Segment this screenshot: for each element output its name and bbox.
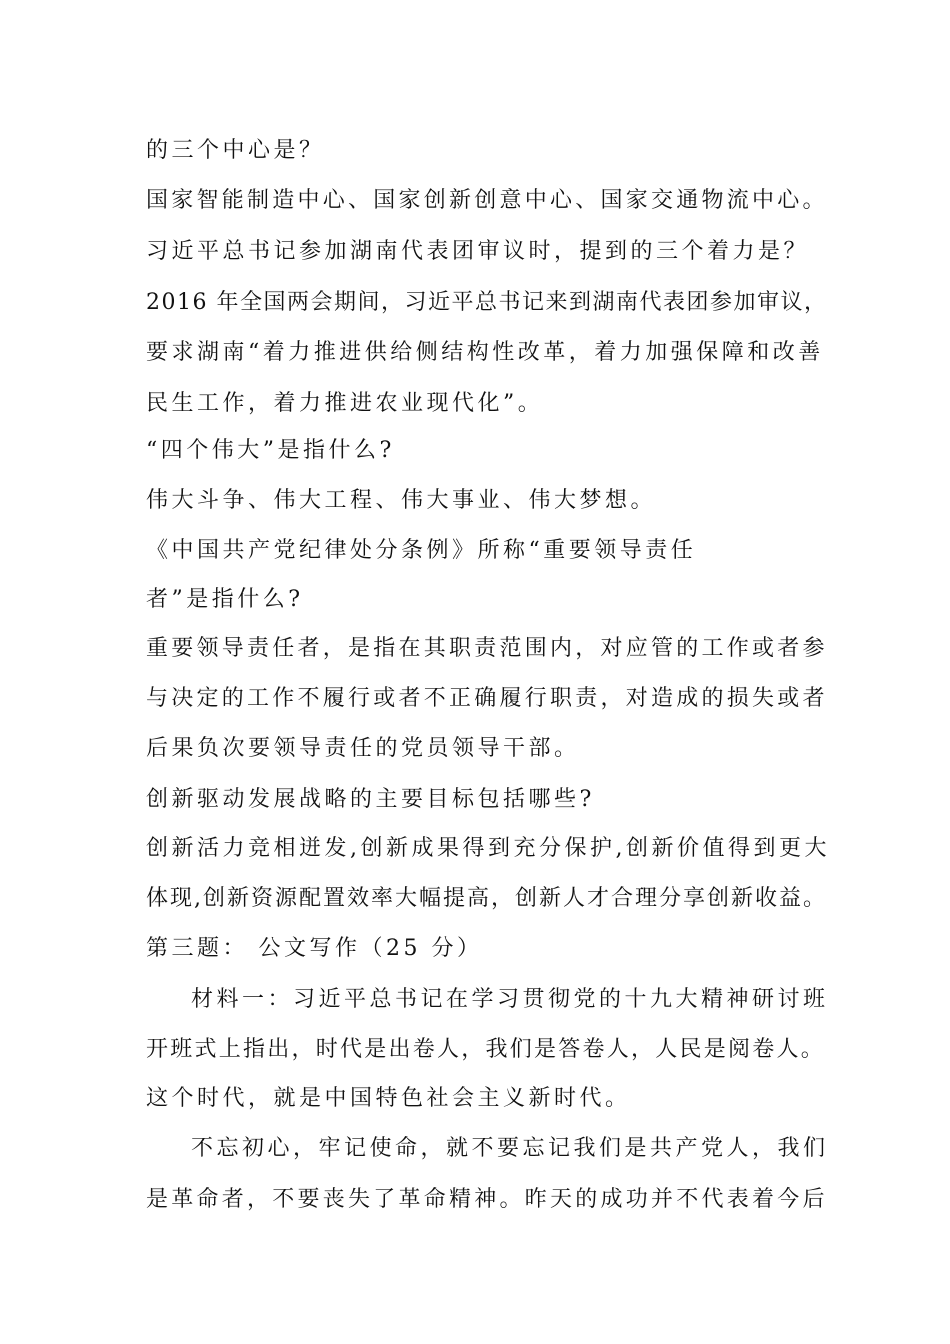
text-line: 者”是指什么?	[146, 587, 304, 612]
text-line: 不忘初心，牢记使命，就不要忘记我们是共产党人，我们	[191, 1136, 829, 1161]
text-line: 这个时代，就是中国特色社会主义新时代。	[146, 1086, 631, 1111]
text-line: 与决定的工作不履行或者不正确履行职责，对造成的损失或者	[146, 686, 828, 711]
text-line: 伟大斗争、伟大工程、伟大事业、伟大梦想。	[146, 488, 657, 513]
text-line: 国家智能制造中心、国家创新创意中心、国家交通物流中心。	[146, 188, 828, 213]
text-line: 习近平总书记参加湖南代表团审议时，提到的三个着力是？	[146, 239, 810, 264]
text-line: 开班式上指出，时代是出卷人，我们是答卷人，人民是阅卷人。	[146, 1037, 826, 1062]
text-line: 重要领导责任者，是指在其职责范围内，对应管的工作或者参	[146, 636, 828, 661]
text-line: 是革命者，不要丧失了革命精神。昨天的成功并不代表着今后	[146, 1187, 828, 1212]
text-line: 创新驱动发展战略的主要目标包括哪些?	[146, 787, 595, 812]
text-line: 2016 年全国两会期间，习近平总书记来到湖南代表团参加审议，	[146, 290, 828, 315]
section-heading: 第三题： 公文写作（25 分）	[146, 936, 483, 961]
text-line: 创新活力竞相迸发,创新成果得到充分保护,创新价值得到更大	[146, 836, 830, 861]
text-line: 《中国共产党纪律处分条例》所称“重要领导责任	[146, 538, 697, 563]
text-line: “四个伟大”是指什么?	[146, 438, 395, 463]
text-line: 体现,创新资源配置效率大幅提高，创新人才合理分享创新收益。	[146, 886, 827, 911]
text-line: 材料一：习近平总书记在学习贯彻党的十九大精神研讨班	[191, 987, 829, 1012]
text-line: 的三个中心是？	[146, 138, 325, 163]
text-line: 后果负次要领导责任的党员领导干部。	[146, 736, 580, 761]
text-line: 民生工作，着力推进农业现代化”。	[146, 391, 544, 416]
text-line: 要求湖南“着力推进供给侧结构性改革，着力加强保障和改善	[146, 340, 824, 365]
